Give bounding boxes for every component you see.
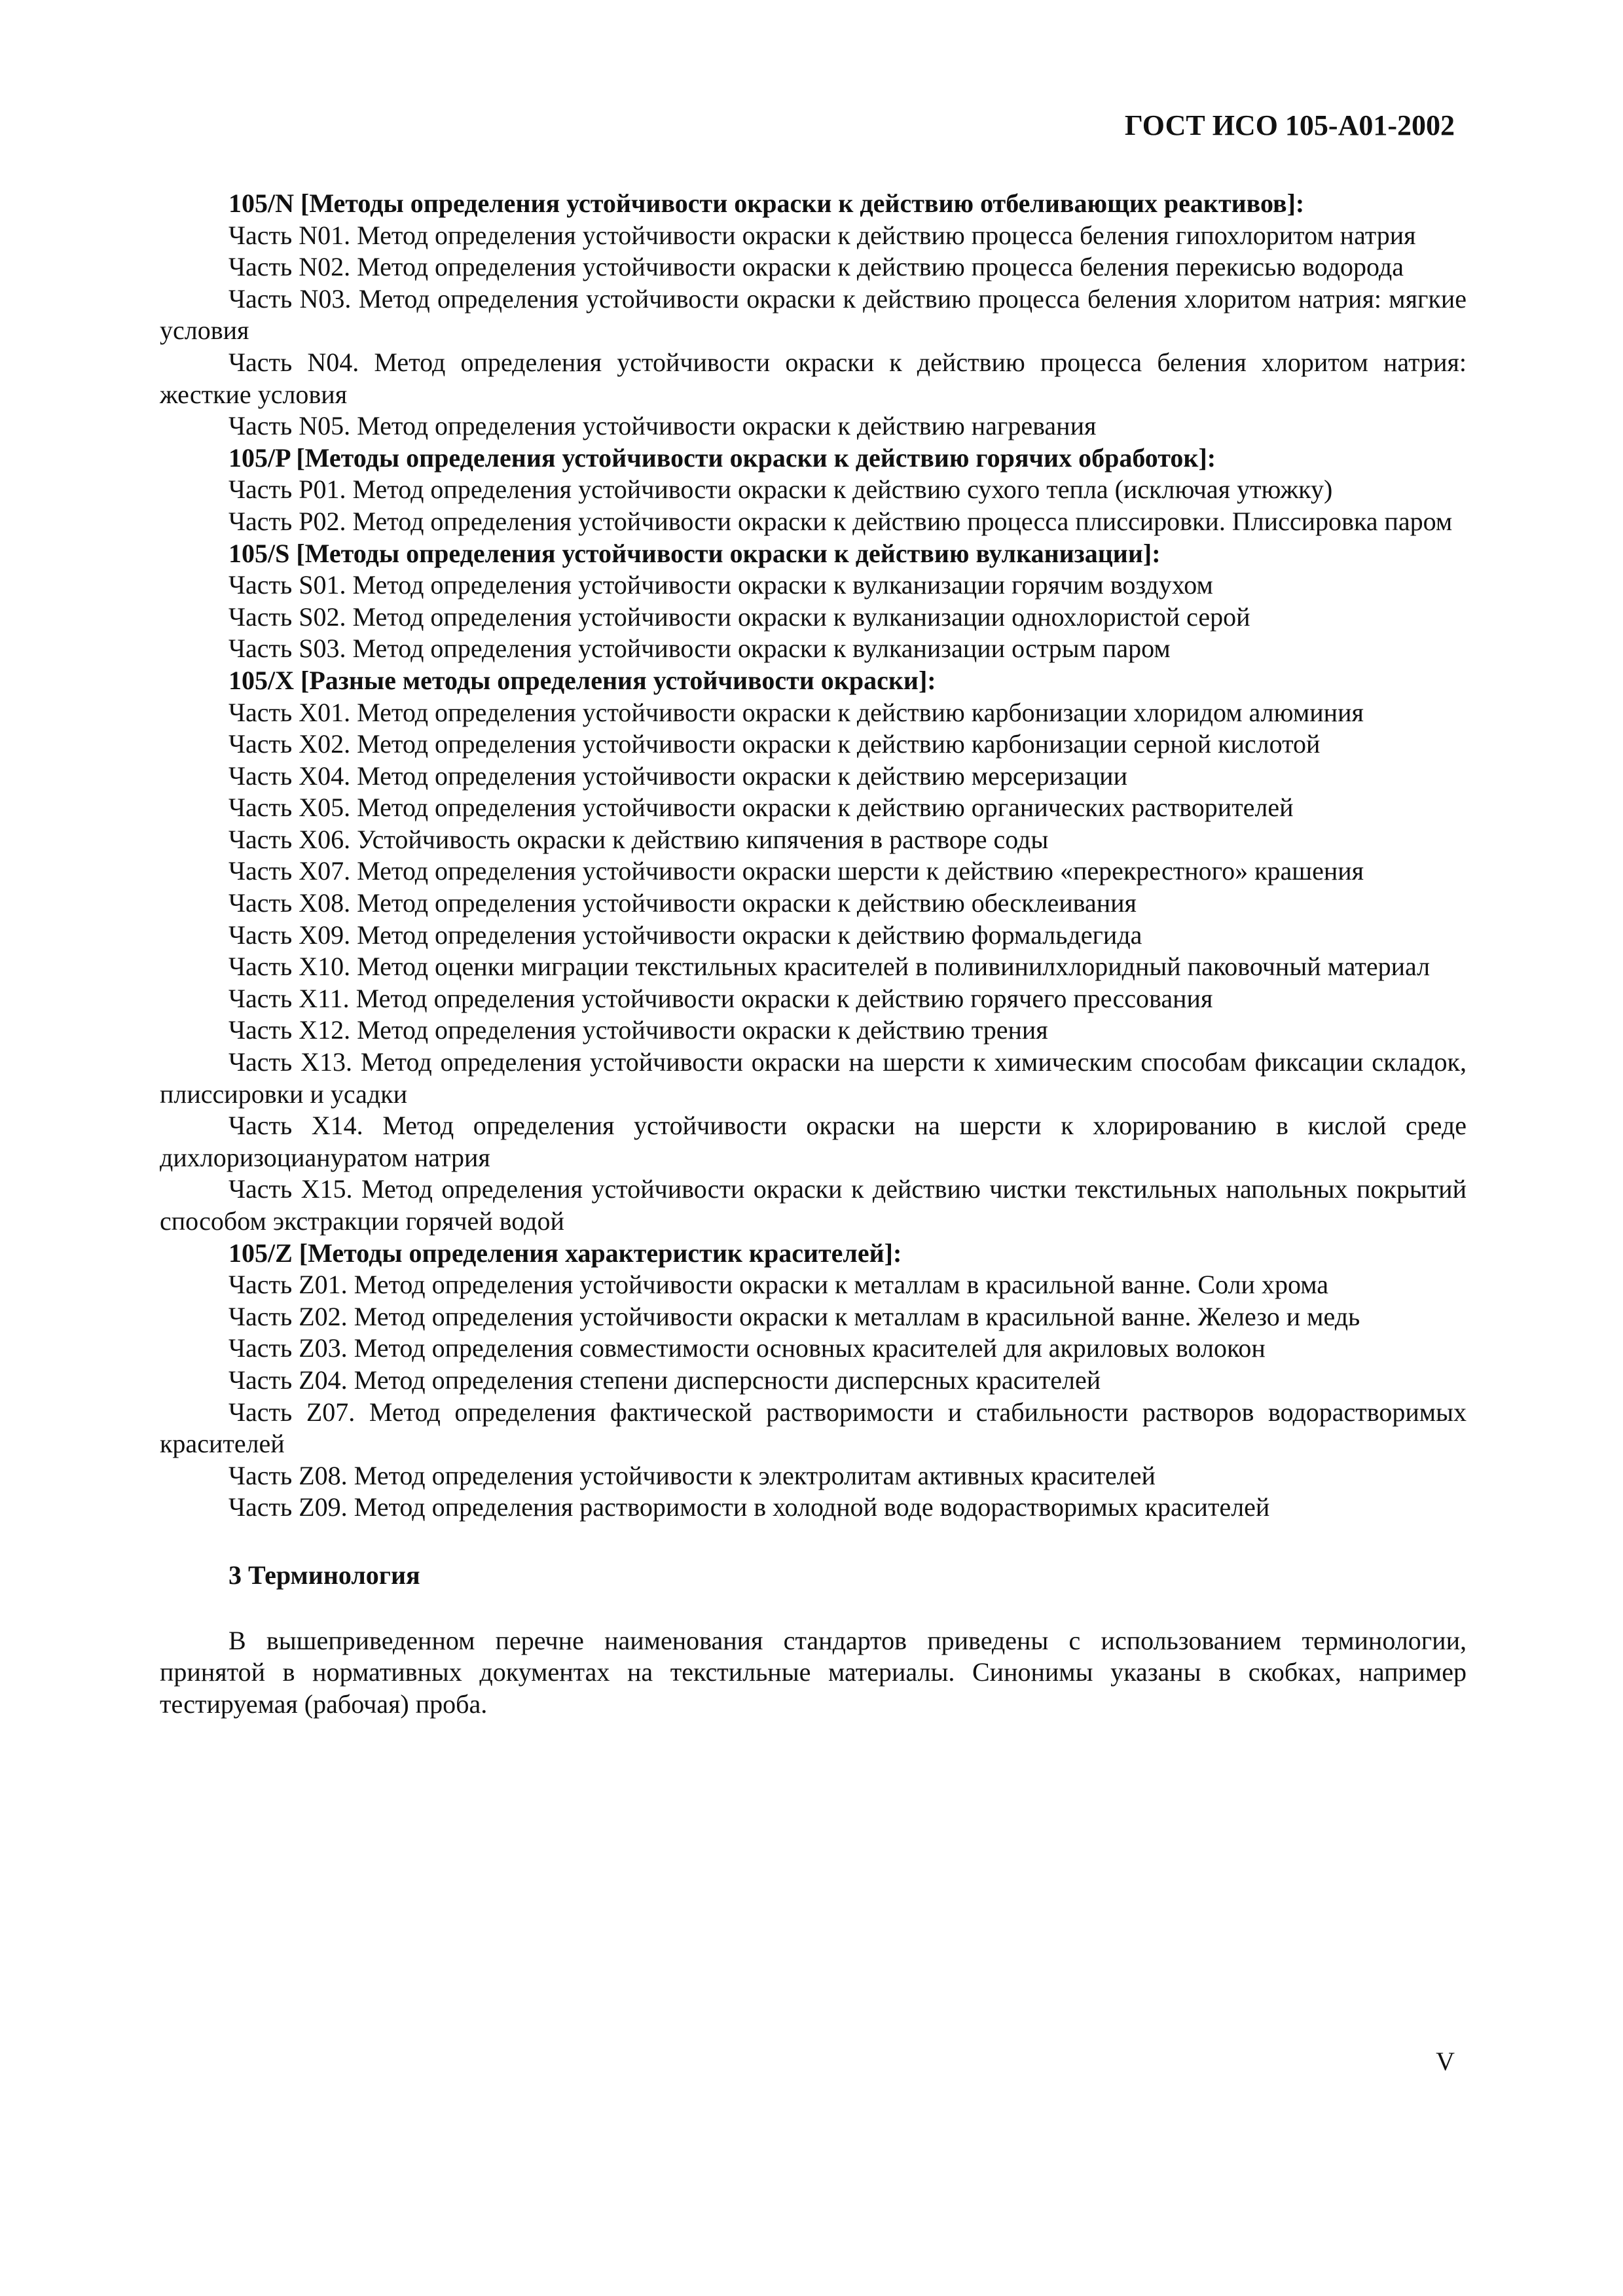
list-item: Часть X01. Метод определения устойчивости окраски к действию карбонизации хлоридом алюминия [228, 697, 1364, 727]
list-item: Часть Z04. Метод определения степени дисперсности дисперсных красителей [228, 1365, 1101, 1395]
page-number: V [1436, 2047, 1455, 2076]
list-item: Часть N01. Метод определения устойчивости окраски к действию процесса беления гипохлоритом натрия [228, 220, 1416, 250]
list-item: Часть Z03. Метод определения совместимости основных красителей для акриловых волокон [228, 1333, 1266, 1363]
list-item: Часть Z02. Метод определения устойчивости окраски к металлам в красильной ванне. Железо и медь [228, 1301, 1360, 1331]
list-item: Часть X06. Устойчивость окраски к действию кипячения в растворе соды [228, 824, 1049, 854]
group-heading-s: 105/S [Методы определения устойчивости окраски к действию вулканизации]: [228, 538, 1161, 568]
list-item: Часть S03. Метод определения устойчивости окраски к вулканизации острым паром [228, 634, 1171, 664]
list-item: Часть X02. Метод определения устойчивости окраски к действию карбонизации серной кислотой [228, 729, 1321, 759]
list-item: Часть X04. Метод определения устойчивости окраски к действию мерсеризации [228, 761, 1127, 791]
list-item: Часть Z07. Метод определения фактической растворимости и стабильности растворов водорастворимых красителей [160, 1397, 1467, 1459]
section-title: 3 Терминология [228, 1560, 420, 1590]
group-heading-p: 105/P [Методы определения устойчивости окраски к действию горячих обработок]: [228, 442, 1216, 473]
list-item: Часть X10. Метод оценки миграции текстильных красителей в поливинилхлоридный паковочный материал [228, 952, 1431, 982]
group-heading-z: 105/Z [Методы определения характеристик красителей]: [228, 1238, 902, 1268]
list-item: Часть Z01. Метод определения устойчивости окраски к металлам в красильной ванне. Соли хрома [228, 1270, 1328, 1300]
list-item: Часть X14. Метод определения устойчивости окраски на шерсти к хлорированию в кислой среде дихлоризоциануратом натрия [160, 1111, 1467, 1172]
list-item: Часть X07. Метод определения устойчивости окраски шерсти к действию «перекрестного» крашения [228, 856, 1364, 886]
list-item: Часть N04. Метод определения устойчивости окраски к действию процесса беления хлоритом натрия: жесткие условия [160, 347, 1467, 409]
document-header: ГОСТ ИСО 105-А01-2002 [1124, 109, 1455, 141]
section-paragraph: В вышеприведенном перечне наименования стандартов приведены с использованием терминологии, принятой в нормативных документах на текстильные материалы. Синонимы указаны в скобках, например тестируемая (рабочая) проба. [160, 1625, 1467, 1719]
list-item: Часть X13. Метод определения устойчивости окраски на шерсти к химическим способам фиксации складок, плиссировки и усадки [160, 1047, 1467, 1109]
list-item: Часть N02. Метод определения устойчивости окраски к действию процесса беления перекисью водорода [228, 252, 1404, 282]
group-heading-n: 105/N [Методы определения устойчивости окраски к действию отбеливающих реактивов]: [228, 188, 1305, 218]
list-item: Часть X05. Метод определения устойчивости окраски к действию органических растворителей [228, 793, 1294, 823]
list-item: Часть X08. Метод определения устойчивости окраски к действию обесклеивания [228, 888, 1137, 918]
list-item: Часть X12. Метод определения устойчивости окраски к действию трения [228, 1015, 1048, 1045]
list-item: Часть N05. Метод определения устойчивости окраски к действию нагревания [228, 411, 1097, 441]
list-item: Часть Z08. Метод определения устойчивости к электролитам активных красителей [228, 1460, 1156, 1490]
list-item: Часть P02. Метод определения устойчивости окраски к действию процесса плиссировки. Плиссировка паром [228, 506, 1453, 536]
list-item: Часть X15. Метод определения устойчивости окраски к действию чистки текстильных напольных покрытий способом экстракции горячей водой [160, 1174, 1467, 1236]
list-item: Часть S01. Метод определения устойчивости окраски к вулканизации горячим воздухом [228, 570, 1213, 600]
list-item: Часть P01. Метод определения устойчивости окраски к действию сухого тепла (исключая утюжку) [228, 475, 1333, 505]
list-item: Часть S02. Метод определения устойчивости окраски к вулканизации однохлористой серой [228, 601, 1250, 632]
list-item: Часть N03. Метод определения устойчивости окраски к действию процесса беления хлоритом натрия: мягкие условия [160, 283, 1467, 346]
list-item: Часть X11. Метод определения устойчивости окраски к действию горячего прессования [228, 983, 1213, 1013]
list-item: Часть Z09. Метод определения растворимости в холодной воде водорастворимых красителей [228, 1492, 1270, 1522]
document-body [160, 188, 1467, 1720]
group-heading-x: 105/X [Разные методы определения устойчивости окраски]: [228, 665, 936, 695]
list-item: Часть X09. Метод определения устойчивости окраски к действию формальдегида [228, 920, 1142, 950]
